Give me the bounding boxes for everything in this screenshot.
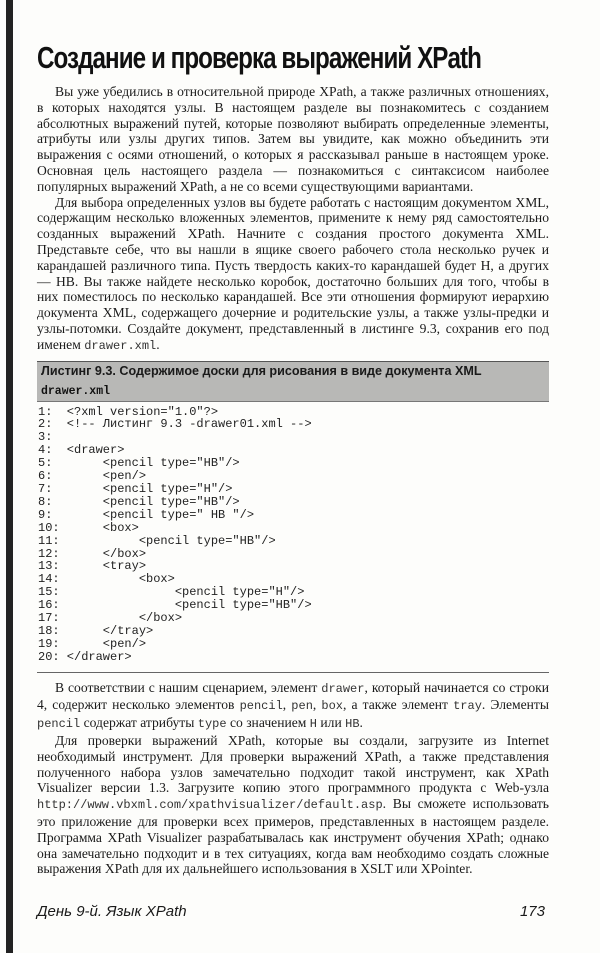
- paragraph-4: [37, 733, 549, 877]
- paragraph-3-text: .: [359, 715, 363, 731]
- paragraph-3-text: . Элементы: [481, 697, 549, 713]
- body-text: [37, 680, 549, 878]
- code-listing: [38, 406, 549, 664]
- code-line: 16: <pencil type="HB"/>: [38, 598, 312, 613]
- code-line: 19: <pen/>: [38, 636, 147, 651]
- code-line: 18: </tray>: [38, 623, 154, 638]
- paragraph-3-text: ,: [312, 697, 322, 713]
- code-line: 1: <?xml version="1.0"?>: [38, 404, 219, 419]
- paragraph-2-end: .: [156, 336, 160, 352]
- code-line: 13: <tray>: [38, 559, 147, 574]
- paragraph-3-text: содержат атрибуты: [80, 715, 198, 731]
- code-line: 4: <drawer>: [38, 443, 125, 458]
- paragraph-3-text: ,: [282, 697, 292, 713]
- code-line: 15: <pencil type="H"/>: [38, 585, 305, 600]
- inline-code: pencil: [239, 699, 283, 714]
- section-title: Создание и проверка выражений XPath: [37, 40, 481, 75]
- code-line: 11: <pencil type="HB"/>: [38, 533, 276, 548]
- inline-code: H: [309, 717, 317, 732]
- code-line: 10: <box>: [38, 520, 139, 535]
- paragraph-2-text: Для выбора определенных узлов вы будете работать с настоящим документом XML, содержащим несколько вложенных элементов, примените к нему ряд самостоятельно созданных выражений XPath. Начните с создания простого документа XML. Представьте себе, что вы нашли в ящике своего рабочего стола несколько ручек и карандашей различного типа. Пусть твердость каких-то карандашей будет H, а других — HB. Вы также найдете несколько коробок, достаточно больших для того, чтобы в них поместилось по несколько карандашей. Все эти отношения формируют иерархию документа XML, содержащего дочерние и родительские узлы, а также узлы-предки и узлы-потомки. Создайте документ, представленный в листинге 9.3, сохранив его под именем: [37, 194, 549, 352]
- inline-code: pencil: [37, 717, 81, 732]
- listing-caption-code: drawer.xml: [41, 384, 111, 398]
- code-line: 8: <pencil type="HB"/>: [38, 494, 240, 509]
- paragraph-3-text: В соответствии с нашим сценарием, элемент: [55, 679, 322, 695]
- paragraph-1: Вы уже убедились в относительной природе XPath, а также различных отношениях, в которых находятся узлы. В настоящем разделе вы познакомитесь с созданием абсолютных выражений путей, которые позволяют выбирать определенные элементы, атрибуты или узлы других типов. Затем вы увидите, как можно объединить эти выражения с осями отношений, о которых я рассказывал раньше в настоящем уроке. Основная цель настоящего раздела — познакомиться с синтаксисом наиболее популярных выражений XPath, а не со всеми существующими вариантами.: [37, 84, 549, 194]
- chapter-title: День 9-й. Язык XPath: [37, 903, 187, 921]
- code-line: 17: </box>: [38, 611, 183, 626]
- paragraph-3: [37, 680, 549, 733]
- page-edge-shadow: [6, 0, 13, 953]
- intro-text: [37, 84, 549, 355]
- paragraph-3-text: или: [316, 715, 346, 731]
- code-line: 12: </box>: [38, 546, 147, 561]
- page-footer: [37, 903, 545, 923]
- paragraph-3-text: , который начинается со строки 4, содержит несколько элементов: [37, 679, 549, 713]
- paragraph-3-text: со значением: [226, 715, 310, 731]
- url-code: http://www.vbxml.com/xpathvisualizer/default.asp: [37, 798, 383, 813]
- code-line: 5: <pencil type="HB"/>: [38, 456, 240, 471]
- code-line: 20: </drawer>: [38, 649, 132, 664]
- code-line: 2: <!-- Листинг 9.3 -drawer01.xml -->: [38, 417, 312, 432]
- paragraph-3-text: , а также элемент: [343, 697, 454, 713]
- inline-code: drawer: [321, 681, 365, 696]
- code-line: 7: <pencil type="H"/>: [38, 481, 233, 496]
- page-column: [37, 0, 549, 953]
- listing-caption-text: Листинг 9.3. Содержимое доски для рисования в виде документа XML: [41, 363, 482, 378]
- paragraph-2: [37, 195, 549, 355]
- code-line: 14: <box>: [38, 572, 175, 587]
- inline-code: pen: [291, 699, 313, 714]
- paragraph-4-text-end: . Вы сможете использовать это приложение для проверки всех примеров, представленных в настоящем разделе. Программа XPath Visualizer разрабатывалась как инструмент обучения XPath; однако она замечательно подходит и в тех ситуациях, когда вам необходимо создать сложные выражения XPath для их дальнейшего использования в XSLT или XPointer.: [37, 796, 549, 877]
- listing-divider: [37, 672, 549, 673]
- paragraph-4-text: Для проверки выражений XPath, которые вы создали, загрузите из Internet необходимый инструмент. Для проверки выражений XPath, а также представления полученного набора узлов замечательно подходит такой инструмент, как XPath Visualizer версии 1.3. Загрузите копию этого программного продукта с Web-узла: [37, 733, 549, 796]
- code-line: 9: <pencil type=" HB "/>: [38, 507, 255, 522]
- inline-code: box: [321, 699, 344, 714]
- code-line: 6: <pen/>: [38, 469, 147, 484]
- inline-code: type: [197, 717, 227, 732]
- inline-code: HB: [345, 717, 360, 732]
- filename-code: drawer.xml: [84, 338, 157, 353]
- code-line: 3:: [38, 430, 53, 445]
- inline-code: tray: [453, 699, 482, 714]
- listing-caption: [37, 361, 549, 402]
- page-number: 173: [519, 903, 545, 921]
